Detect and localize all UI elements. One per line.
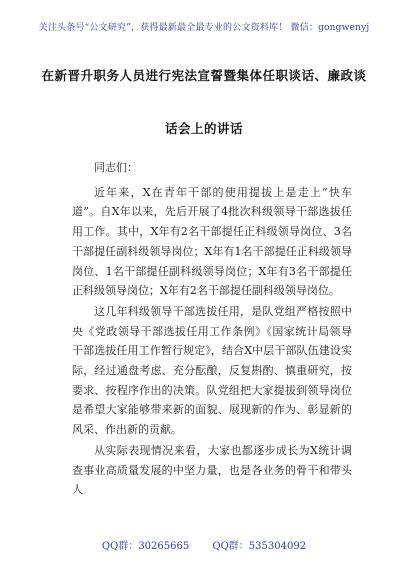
document-title-line-2: 话会上的讲话 [164,121,243,136]
paragraph-2: 这几年科级领导干部选拔任用，是队党组严格按照中央《党政领导干部选拔任用工作条例》《国家统计局领导干部选拔任用工作暂行规定》，结合X中层干部队伍建设实际，经过通盘考虑、充分酝酿，反复斟酌、慎重研究，按要求、按程序作出的决策。队党组把大家提拔到领导岗位是希望大家能够带来新的面貌、展现新的作为、彰显新的风采、作出新的贡献。 [72,304,352,437]
document-body [72,158,352,500]
paragraph-1: 近年来，X在青年干部的使用提拔上是走上“快车道”。自X年以来，先后开展了4批次科级领导干部选拔任用工作。其中，X年有2名干部提任正科级领导岗位、3名干部提任副科级领导岗位；X年有1名干部提任正科级领导岗位、1名干部提任副科级领导岗位；X年有3名干部提任正科级领导岗位；X年有2名干部提任副科级领导岗位。 [72,185,352,298]
document-title-line-1: 在新晋升职务人员进行宪法宣誓暨集体任职谈话、廉政谈 [41,68,367,83]
footer-qq-group-1: QQ群：30265665 [101,541,190,552]
footer-contact [0,537,408,552]
greeting: 同志们： [94,161,138,174]
paragraph-3: 从实际表现情况来看，大家也都逐步成长为X统计调查事业高质量发展的中坚力量，也是各业务的骨干和带头人 [72,443,352,497]
header-promo-note: 关注头条号“公文研究”，获得最新最全最专业的公文资料库！ 微信：gongwenyj [38,23,370,33]
footer-qq-group-2: QQ群：535304092 [212,541,307,552]
